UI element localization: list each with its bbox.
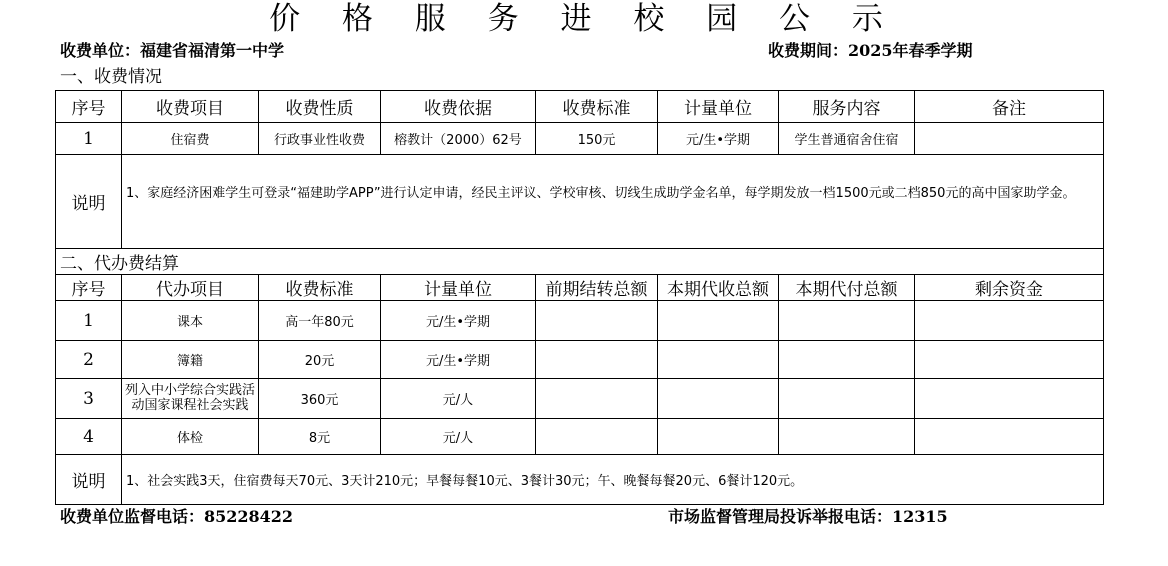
row-index: 1 xyxy=(56,301,122,341)
remark xyxy=(915,123,1104,155)
fee-unit: 元/生•学期 xyxy=(658,123,779,155)
fee-standard: 150元 xyxy=(536,123,658,155)
complaint-phone: 市场监督管理局投诉举报电话：12315 xyxy=(668,507,948,526)
agency-unit: 元/人 xyxy=(381,379,536,419)
empty-cell xyxy=(658,379,779,419)
empty-cell xyxy=(536,301,658,341)
row-index: 4 xyxy=(56,419,122,455)
note-row xyxy=(56,155,1104,249)
col-header: 收费标准 xyxy=(536,91,658,123)
agency-standard: 360元 xyxy=(259,379,381,419)
note-text: 1、社会实践3天，住宿费每天70元、3天计210元；早餐每餐10元、3餐计30元；午、晚餐每餐20元、6餐计120元。 xyxy=(122,455,1104,505)
table-row xyxy=(56,341,1104,379)
agency-standard: 8元 xyxy=(259,419,381,455)
col-header: 本期代收总额 xyxy=(658,275,779,301)
empty-cell xyxy=(658,419,779,455)
empty-cell xyxy=(779,419,915,455)
charging-period: 收费期间：2025年春季学期 xyxy=(768,41,973,60)
table-row xyxy=(56,123,1104,155)
agency-standard: 20元 xyxy=(259,341,381,379)
fee-table xyxy=(55,90,1104,505)
row-index: 2 xyxy=(56,341,122,379)
agency-unit: 元/生•学期 xyxy=(381,341,536,379)
empty-cell xyxy=(915,301,1104,341)
fee-item: 住宿费 xyxy=(122,123,259,155)
col-header: 序号 xyxy=(56,275,122,301)
agency-unit: 元/人 xyxy=(381,419,536,455)
empty-cell xyxy=(915,341,1104,379)
empty-cell xyxy=(536,379,658,419)
table-row xyxy=(56,419,1104,455)
table-row xyxy=(56,379,1104,419)
agency-item: 簿籍 xyxy=(122,341,259,379)
agency-table-header xyxy=(56,275,1104,301)
section2-title-row xyxy=(56,249,1104,275)
section2-title: 二、代办费结算 xyxy=(56,249,1104,275)
fee-table-header xyxy=(56,91,1104,123)
page-title: 价 格 服 务 进 校 园 公 示 xyxy=(269,1,899,37)
agency-unit: 元/生•学期 xyxy=(381,301,536,341)
note-text: 1、家庭经济困难学生可登录“福建助学APP”进行认定申请，经民主评议、学校审核、切线生成助学金名单，每学期发放一档1500元或二档850元的高中国家助学金。 xyxy=(122,155,1104,249)
col-header: 剩余资金 xyxy=(915,275,1104,301)
row-index: 3 xyxy=(56,379,122,419)
col-header: 服务内容 xyxy=(779,91,915,123)
fee-nature: 行政事业性收费 xyxy=(259,123,381,155)
empty-cell xyxy=(658,341,779,379)
note-label: 说明 xyxy=(56,155,122,249)
empty-cell xyxy=(536,341,658,379)
section1-title: 一、收费情况 xyxy=(60,67,162,87)
agency-item: 列入中小学综合实践活动国家课程社会实践 xyxy=(124,382,255,413)
empty-cell xyxy=(779,341,915,379)
empty-cell xyxy=(658,301,779,341)
empty-cell xyxy=(779,301,915,341)
empty-cell xyxy=(536,419,658,455)
agency-standard: 高一年80元 xyxy=(259,301,381,341)
col-header: 计量单位 xyxy=(658,91,779,123)
col-header: 代办项目 xyxy=(122,275,259,301)
col-header: 计量单位 xyxy=(381,275,536,301)
agency-item-cell xyxy=(122,379,259,419)
col-header: 前期结转总额 xyxy=(536,275,658,301)
col-header: 备注 xyxy=(915,91,1104,123)
note-label: 说明 xyxy=(56,455,122,505)
note-row xyxy=(56,455,1104,505)
supervise-phone: 收费单位监督电话：85228422 xyxy=(60,507,294,526)
col-header: 收费项目 xyxy=(122,91,259,123)
col-header: 序号 xyxy=(56,91,122,123)
col-header: 收费性质 xyxy=(259,91,381,123)
empty-cell xyxy=(915,419,1104,455)
charging-unit: 收费单位：福建省福清第一中学 xyxy=(60,41,285,60)
agency-item: 体检 xyxy=(122,419,259,455)
empty-cell xyxy=(915,379,1104,419)
empty-cell xyxy=(779,379,915,419)
fee-basis: 榕教计（2000）62号 xyxy=(381,123,536,155)
service-content: 学生普通宿舍住宿 xyxy=(779,123,915,155)
col-header: 收费依据 xyxy=(381,91,536,123)
col-header: 收费标准 xyxy=(259,275,381,301)
col-header: 本期代付总额 xyxy=(779,275,915,301)
table-row xyxy=(56,301,1104,341)
row-index: 1 xyxy=(56,123,122,155)
agency-item: 课本 xyxy=(122,301,259,341)
